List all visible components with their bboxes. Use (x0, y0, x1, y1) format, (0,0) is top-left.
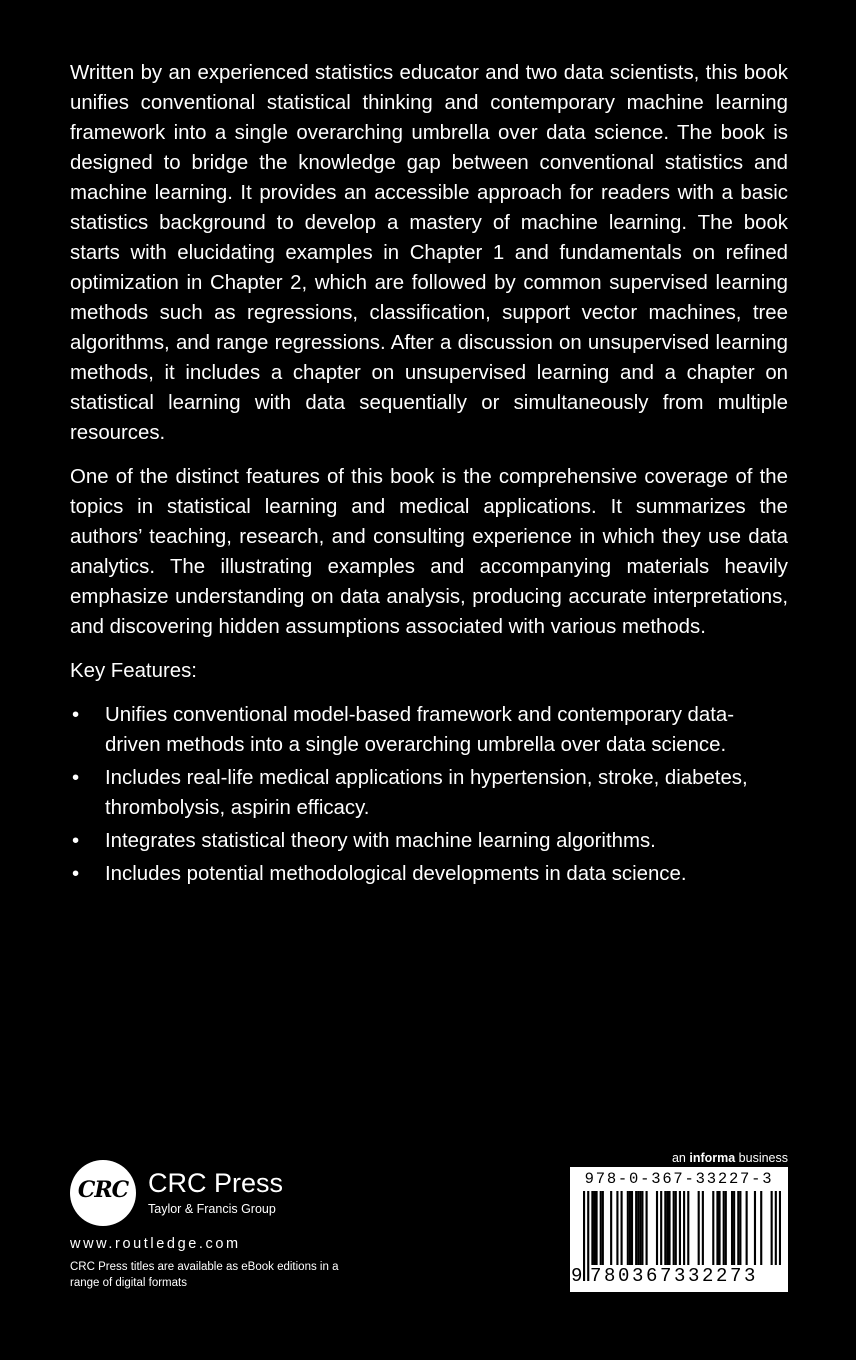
barcode-bar (666, 1191, 668, 1265)
description-paragraph-2: One of the distinct features of this book is the comprehensive coverage of the topics in statistical learning and medical applications. It summarizes the authors’ teaching, research, and consulting experience in which they use data analytics. The illustrating examples and accompanying materials heavily emphasize understanding on data analysis, producing accurate interpretations, and discovering hidden assumptions associated with various methods. (70, 466, 788, 638)
barcode-bar (602, 1191, 604, 1265)
website-link[interactable]: www.routledge.com (70, 1236, 241, 1252)
barcode-bar (687, 1191, 689, 1265)
barcode-bar (627, 1191, 629, 1265)
barcode-bar (596, 1191, 598, 1265)
barcode-bar (616, 1191, 618, 1265)
publisher-name: CRC Press (148, 1168, 284, 1198)
barcode-bar (635, 1191, 637, 1265)
barcode-bar (610, 1191, 612, 1265)
isbn-digits: 780367332273 (590, 1265, 786, 1287)
barcode-bar (600, 1191, 602, 1265)
isbn-number: 978-0-367-33227-3 (584, 1170, 774, 1188)
barcode-bar (754, 1191, 756, 1265)
barcode-bar (739, 1191, 741, 1265)
barcode-bar (646, 1191, 648, 1265)
barcode-bar (716, 1191, 718, 1265)
barcode-bar (718, 1191, 720, 1265)
barcode-bar (673, 1191, 675, 1265)
feature-text: Integrates statistical theory with machine learning algorithms. (105, 830, 656, 852)
barcode-bar (771, 1191, 773, 1265)
list-item (70, 700, 788, 760)
list-item (70, 826, 788, 856)
barcode-bar (637, 1191, 639, 1265)
barcode-bar (629, 1191, 631, 1265)
barcode-bar (725, 1191, 727, 1265)
barcode-bar (712, 1191, 714, 1265)
bullet-icon: • (72, 863, 80, 885)
barcode-bar (660, 1191, 662, 1265)
bullet-icon: • (72, 767, 80, 789)
key-features-list (70, 700, 788, 889)
logo-text: CRC (77, 1177, 129, 1203)
isbn-barcode (570, 1167, 788, 1292)
barcode-bar (723, 1191, 725, 1265)
back-cover-text (70, 58, 788, 892)
informa-bold: informa (689, 1151, 736, 1165)
feature-text: Unifies conventional model-based framework and contemporary data-driven methods into a single overarching umbrella over data science. (105, 704, 735, 756)
informa-prefix: an (671, 1151, 690, 1165)
barcode-bar (641, 1191, 643, 1265)
barcode-bar (746, 1191, 748, 1265)
barcode-bar (737, 1191, 739, 1265)
publisher-group: Taylor & Francis Group (148, 1202, 276, 1216)
barcode-bar (621, 1191, 623, 1265)
bullet-icon: • (72, 830, 80, 852)
ebook-note: CRC Press titles are available as eBook editions in a range of digital formats (70, 1261, 339, 1289)
informa-tagline (672, 1151, 788, 1165)
barcode-bar (664, 1191, 666, 1265)
key-features-title: Key Features: (70, 660, 197, 682)
isbn-first-digit: 9 (571, 1265, 583, 1287)
feature-text: Includes potential methodological developments in data science. (105, 863, 687, 885)
crc-logo-icon (70, 1160, 136, 1226)
barcode-bar (591, 1191, 593, 1265)
list-item (70, 763, 788, 823)
barcode-bar (702, 1191, 704, 1265)
barcode-bar (656, 1191, 658, 1265)
barcode-bar (675, 1191, 677, 1265)
bullet-icon: • (72, 704, 80, 726)
barcode-bar (639, 1191, 641, 1265)
description-paragraph-1: Written by an experienced statistics educator and two data scientists, this book unifies conventional statistical thinking and contemporary machine learning framework into a single overarching umbrella over data science. The book is designed to bridge the knowledge gap between conventional statistics and machine learning. It provides an accessible approach for readers with a basic statistics background to develop a mastery of machine learning. The book starts with elucidating examples in Chapter 1 and fundamentals on refined optimization in Chapter 2, which are followed by common supervised learning methods such as regressions, classification, support vector machines, tree algorithms, and range regressions. After a discussion on unsupervised learning methods, it includes a chapter on unsupervised learning and a chapter on statistical learning with data sequentially or simultaneously from multiple resources. (70, 62, 788, 444)
feature-text: Includes real-life medical applications in hypertension, stroke, diabetes, thrombolysis, aspirin efficacy. (105, 767, 748, 819)
barcode-bar (587, 1191, 589, 1281)
barcode-bar (668, 1191, 670, 1265)
barcode-bar (698, 1191, 700, 1265)
barcode-bar (731, 1191, 733, 1265)
list-item (70, 859, 788, 889)
barcode-bar (583, 1191, 585, 1281)
barcode-bar (760, 1191, 762, 1265)
informa-suffix: business (735, 1151, 788, 1165)
barcode-bar (593, 1191, 595, 1265)
barcode-bar (631, 1191, 633, 1265)
barcode-bar (733, 1191, 735, 1265)
